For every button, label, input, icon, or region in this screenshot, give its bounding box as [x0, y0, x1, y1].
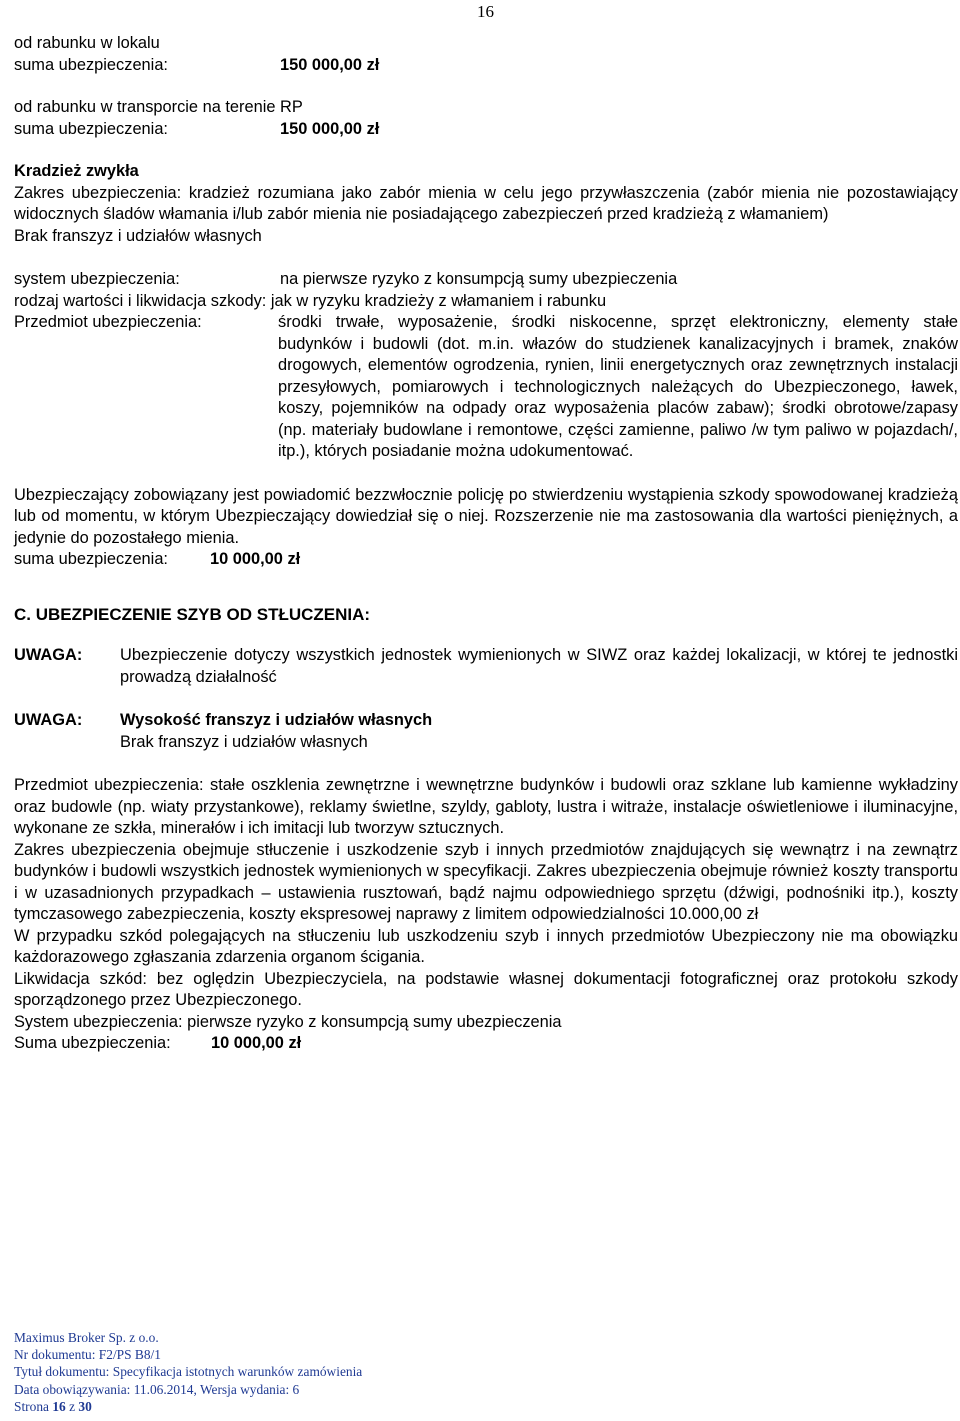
page-total: 30 [78, 1398, 92, 1414]
kradziez-rodzaj: rodzaj wartości i likwidacja szkody: jak w ryzyku kradzieży z włamaniem i rabunku [14, 291, 607, 310]
kradziez-suma [14, 549, 958, 571]
document-body [14, 33, 958, 1055]
przedmiot-label: Przedmiot ubezpieczenia: [14, 313, 202, 331]
page-current: 16 [52, 1398, 66, 1414]
footer-company: Maximus Broker Sp. z o.o. [14, 1330, 159, 1345]
rabunek-transport-sum [14, 119, 958, 141]
suma-value: 10 000,00 zł [210, 550, 301, 568]
suma-label: Suma ubezpieczenia: [14, 1034, 171, 1052]
szyby-suma [14, 1033, 958, 1055]
przedmiot-value: środki trwałe, wyposażenie, środki niskocenne, sprzęt elektroniczny, elementy stałe budynków i budowli (dot. m.in. włazów do studzienek kanalizacyjnych i bramek, znaków drogowych, elementów ogrodzenia, rynien, linii energetycznych oraz zewnętrznych instalacji przesyłowych, pomiarowych i technologicznych należących do Ubezpieczonego, ławek, koszy, pojemników na odpady oraz wyposażenia placów zabaw); środki obrotowe/zapasy (np. materiały budowlane i remontowe, części zamienne, paliwo /w tym paliwo w pojazdach/, itp.), których posiadanie można udokumentować. [278, 313, 958, 460]
document-footer [14, 1329, 362, 1415]
system-label: system ubezpieczenia: [14, 270, 180, 288]
footer-validity: Data obowiązywania: 11.06.2014, Wersja wydania: 6 [14, 1381, 300, 1397]
rabunek-lokal-sum [14, 55, 958, 77]
page-prefix: Strona [14, 1398, 49, 1414]
sum-value: 150 000,00 zł [280, 119, 380, 138]
footer-doc-number: Nr dokumentu: F2/PS B8/1 [14, 1347, 161, 1363]
uwaga-text: Brak franszyz i udziałów własnych [120, 732, 368, 751]
kradziez-heading: Kradzież zwykła [14, 162, 139, 180]
uwaga-heading: Wysokość franszyz i udziałów własnych [120, 711, 433, 729]
uwaga-text: Ubezpieczenie dotyczy wszystkich jednostek wymienionych w SIWZ oraz każdej lokalizacji, w której te jednostki prowadzą działalność [120, 646, 958, 686]
uwaga-label: UWAGA: [14, 646, 83, 664]
sum-label: suma ubezpieczenia: [14, 119, 168, 138]
szyby-przedmiot: Przedmiot ubezpieczenia: stałe oszklenia zewnętrzne i wewnętrzne budynków i budowli oraz szklane lub kamienne wykładziny oraz budowle (np. wiaty przystankowe), reklamy świetlne, szyldy, gabloty, lustra i witraże, instalacje oświetleniowe i iluminacyjne, wykonane ze szkła, minerałów i ich imitacji lub tworzyw sztucznych. [14, 776, 958, 837]
kradziez-franszyza: Brak franszyz i udziałów własnych [14, 226, 262, 245]
page-number: 16 [477, 2, 494, 21]
suma-label: suma ubezpieczenia: [14, 550, 168, 568]
page-sep: z [69, 1398, 76, 1414]
rabunek-transport-label: od rabunku w transporcie na terenie RP [14, 98, 303, 116]
kradziez-system [14, 269, 958, 291]
section-c-heading: C. UBEZPIECZENIE SZYB OD STŁUCZENIA: [14, 604, 371, 624]
sum-label: suma ubezpieczenia: [14, 55, 168, 74]
szyby-system: System ubezpieczenia: pierwsze ryzyko z konsumpcją sumy ubezpieczenia [14, 1012, 562, 1031]
uwaga-2 [14, 710, 958, 753]
kradziez-obowiazek: Ubezpieczający zobowiązany jest powiadomić bezzwłocznie policję po stwierdzeniu wystąpienia szkody spowodowanej kradzieżą lub od momentu, w którym Ubezpieczający dowiedział się o niej. Rozszerzenie nie ma zastosowania dla wartości pieniężnych, a jedynie do pozostałego mienia. [14, 485, 958, 547]
szyby-likwidacja: Likwidacja szkód: bez oględzin Ubezpieczyciela, na podstawie własnej dokumentacji fotograficznej oraz protokołu szkody sporządzonego przez Ubezpieczonego. [14, 969, 958, 1009]
uwaga-label: UWAGA: [14, 711, 83, 729]
uwaga-1 [14, 645, 958, 688]
szyby-obowiazek: W przypadku szkód polegających na stłuczeniu lub uszkodzeniu szyb i innych przedmiotów Ubezpieczony nie ma obowiązku każdorazowego zgłaszania zdarzenia organom ścigania. [14, 926, 958, 966]
footer-doc-title: Tytuł dokumentu: Specyfikacja istotnych warunków zamówienia [14, 1364, 363, 1380]
footer-page [14, 1398, 362, 1415]
szyby-zakres: Zakres ubezpieczenia obejmuje stłuczenie i uszkodzenie szyb i innych przedmiotów znajdujących się wewnątrz i na zewnątrz budynków i budowli wszystkich jednostek wymienionych w specyfikacji. Zakres ubezpieczenia obejmuje również koszty transportu i w uzasadnionych przypadkach – ustawienia rusztowań, bądź najmu odpowiedniego sprzętu (dźwigi, podnośniki itp.), koszty tymczasowego zabezpieczenia, koszty ekspresowej naprawy z limitem odpowiedzialności 10.000,00 zł [14, 840, 958, 923]
suma-value: 10 000,00 zł [211, 1034, 302, 1052]
rabunek-lokal-label: od rabunku w lokalu [14, 34, 160, 52]
kradziez-zakres: Zakres ubezpieczenia: kradzież rozumiana jako zabór mienia w celu jego przywłaszczenia (zabór mienia nie pozostawiający widocznych śladów włamania i/lub zabór mienia nie posiadającego zabezpieczeń przed kradzieżą z włamaniem) [14, 183, 958, 223]
system-value: na pierwsze ryzyko z konsumpcją sumy ubezpieczenia [280, 270, 678, 288]
sum-value: 150 000,00 zł [280, 55, 380, 74]
kradziez-przedmiot [14, 312, 958, 463]
